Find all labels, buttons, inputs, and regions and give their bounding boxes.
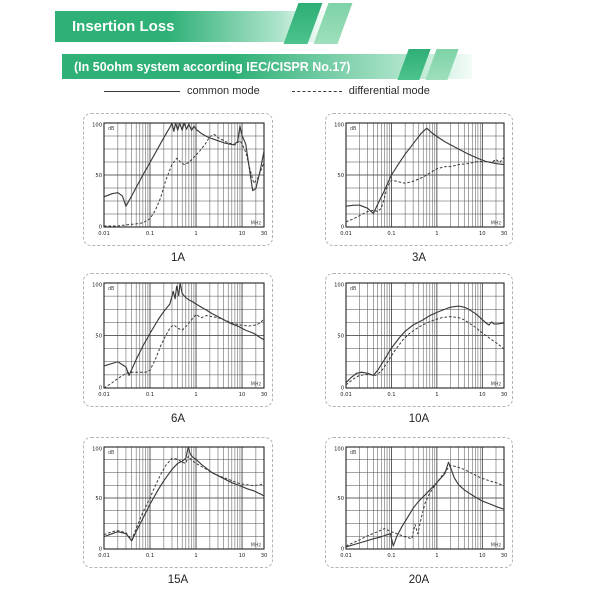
chart-20a bbox=[325, 437, 513, 568]
legend bbox=[104, 84, 430, 98]
chart-15a bbox=[83, 437, 273, 568]
svg-text:0.01: 0.01 bbox=[340, 231, 352, 237]
svg-text:1: 1 bbox=[194, 231, 198, 237]
chart-20a-label: 20A bbox=[408, 574, 430, 586]
svg-text:0: 0 bbox=[340, 546, 344, 553]
chart-3a bbox=[325, 113, 513, 246]
svg-text:dB: dB bbox=[108, 287, 115, 292]
svg-text:0: 0 bbox=[98, 224, 102, 231]
svg-text:0.01: 0.01 bbox=[98, 231, 110, 237]
svg-text:dB: dB bbox=[350, 451, 357, 456]
svg-text:MHz: MHz bbox=[490, 543, 501, 549]
svg-text:MHz: MHz bbox=[490, 382, 501, 388]
svg-text:0.01: 0.01 bbox=[98, 392, 110, 398]
svg-text:50: 50 bbox=[337, 333, 344, 340]
title-bar bbox=[55, 11, 324, 42]
svg-text:50: 50 bbox=[95, 495, 102, 502]
legend-differential-label: differential mode bbox=[348, 85, 430, 97]
svg-text:100: 100 bbox=[334, 446, 344, 453]
svg-text:10: 10 bbox=[238, 392, 246, 398]
svg-text:1: 1 bbox=[194, 553, 198, 559]
svg-text:1: 1 bbox=[194, 392, 198, 398]
svg-text:100: 100 bbox=[92, 122, 102, 129]
svg-text:100: 100 bbox=[334, 122, 344, 129]
chart-1a-label: 1A bbox=[170, 252, 186, 264]
solid-line-swatch bbox=[104, 91, 180, 92]
svg-text:10: 10 bbox=[479, 392, 486, 398]
svg-text:30: 30 bbox=[500, 231, 508, 237]
svg-text:dB: dB bbox=[350, 127, 357, 132]
svg-text:dB: dB bbox=[350, 287, 357, 292]
svg-text:100: 100 bbox=[92, 446, 102, 453]
svg-text:dB: dB bbox=[108, 451, 115, 456]
svg-text:1: 1 bbox=[435, 231, 439, 237]
chart-1a bbox=[83, 113, 273, 246]
svg-text:50: 50 bbox=[95, 172, 102, 179]
dashed-line-swatch bbox=[292, 91, 342, 92]
svg-text:MHz: MHz bbox=[250, 382, 261, 388]
svg-text:10: 10 bbox=[238, 231, 246, 237]
svg-text:0.1: 0.1 bbox=[387, 392, 396, 398]
svg-text:100: 100 bbox=[92, 282, 102, 289]
legend-common-label: common mode bbox=[187, 85, 260, 97]
chart-6a bbox=[83, 273, 273, 407]
svg-text:50: 50 bbox=[337, 172, 344, 179]
svg-text:0.01: 0.01 bbox=[340, 553, 352, 559]
svg-text:30: 30 bbox=[260, 392, 268, 398]
svg-text:0: 0 bbox=[98, 385, 102, 392]
svg-text:30: 30 bbox=[500, 392, 508, 398]
svg-text:MHz: MHz bbox=[490, 221, 501, 227]
svg-text:50: 50 bbox=[95, 333, 102, 340]
svg-text:30: 30 bbox=[500, 553, 508, 559]
svg-text:0.1: 0.1 bbox=[145, 231, 155, 237]
page-title: Insertion Loss bbox=[72, 18, 175, 35]
svg-text:MHz: MHz bbox=[250, 543, 261, 549]
chart-10a-label: 10A bbox=[408, 413, 430, 425]
svg-text:10: 10 bbox=[238, 553, 246, 559]
svg-text:MHz: MHz bbox=[250, 221, 261, 227]
svg-text:dB: dB bbox=[108, 127, 115, 132]
page-subtitle: (In 50ohm system according IEC/CISPR No.17) bbox=[74, 59, 351, 74]
svg-text:30: 30 bbox=[260, 231, 268, 237]
svg-text:0.01: 0.01 bbox=[98, 553, 110, 559]
svg-text:0: 0 bbox=[98, 546, 102, 553]
chart-10a bbox=[325, 273, 513, 407]
svg-text:10: 10 bbox=[479, 231, 486, 237]
svg-text:50: 50 bbox=[337, 495, 344, 502]
svg-text:10: 10 bbox=[479, 553, 486, 559]
chart-15a-label: 15A bbox=[167, 574, 189, 586]
svg-text:100: 100 bbox=[334, 282, 344, 289]
svg-text:1: 1 bbox=[435, 392, 439, 398]
svg-text:0.1: 0.1 bbox=[387, 553, 396, 559]
svg-text:0.1: 0.1 bbox=[145, 553, 155, 559]
svg-text:1: 1 bbox=[435, 553, 439, 559]
svg-text:0.1: 0.1 bbox=[387, 231, 396, 237]
svg-text:0: 0 bbox=[340, 224, 344, 231]
svg-text:0.01: 0.01 bbox=[340, 392, 352, 398]
svg-text:30: 30 bbox=[260, 553, 268, 559]
svg-text:0: 0 bbox=[340, 385, 344, 392]
chart-6a-label: 6A bbox=[170, 413, 186, 425]
chart-3a-label: 3A bbox=[411, 252, 427, 264]
svg-text:0.1: 0.1 bbox=[145, 392, 155, 398]
